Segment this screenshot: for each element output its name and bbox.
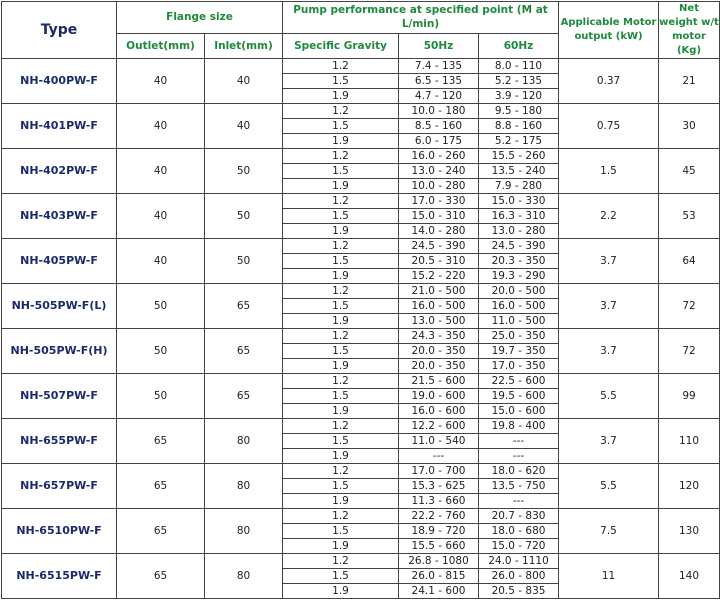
outlet-cell: 50 xyxy=(117,374,205,419)
hz60-cell: 5.2 - 175 xyxy=(479,134,559,149)
hz50-cell: 22.2 - 760 xyxy=(399,509,479,524)
table-row xyxy=(2,464,720,479)
hz50-cell: 21.0 - 500 xyxy=(399,284,479,299)
model-cell: NH-6510PW-F xyxy=(2,509,117,554)
specific-gravity-cell: 1.2 xyxy=(283,374,399,389)
specific-gravity-cell: 1.2 xyxy=(283,464,399,479)
inlet-cell: 40 xyxy=(205,104,283,149)
hz50-cell: 18.9 - 720 xyxy=(399,524,479,539)
hz50-cell: 13.0 - 240 xyxy=(399,164,479,179)
model-cell: NH-507PW-F xyxy=(2,374,117,419)
motor-output-cell: 1.5 xyxy=(559,149,659,194)
hz50-header: 50Hz xyxy=(399,33,479,58)
model-cell: NH-402PW-F xyxy=(2,149,117,194)
specific-gravity-cell: 1.5 xyxy=(283,209,399,224)
hz60-cell: 8.0 - 110 xyxy=(479,59,559,74)
specific-gravity-cell: 1.5 xyxy=(283,389,399,404)
specific-gravity-cell: 1.2 xyxy=(283,239,399,254)
hz50-cell: 13.0 - 500 xyxy=(399,314,479,329)
hz60-cell: 5.2 - 135 xyxy=(479,74,559,89)
motor-output-cell: 0.37 xyxy=(559,59,659,104)
model-cell: NH-6515PW-F xyxy=(2,554,117,599)
specific-gravity-cell: 1.9 xyxy=(283,224,399,239)
outlet-cell: 65 xyxy=(117,464,205,509)
hz60-cell: 20.3 - 350 xyxy=(479,254,559,269)
model-cell: NH-657PW-F xyxy=(2,464,117,509)
hz60-cell: 26.0 - 800 xyxy=(479,569,559,584)
inlet-cell: 65 xyxy=(205,284,283,329)
model-cell: NH-400PW-F xyxy=(2,59,117,104)
hz50-cell: 15.0 - 310 xyxy=(399,209,479,224)
hz60-cell: 13.5 - 240 xyxy=(479,164,559,179)
pump-performance-header: Pump performance at specified point (M at L/min) xyxy=(283,2,559,34)
specific-gravity-cell: 1.5 xyxy=(283,119,399,134)
hz60-cell: 19.3 - 290 xyxy=(479,269,559,284)
hz60-cell: 3.9 - 120 xyxy=(479,89,559,104)
outlet-cell: 65 xyxy=(117,554,205,599)
hz50-cell: 19.0 - 600 xyxy=(399,389,479,404)
specific-gravity-cell: 1.5 xyxy=(283,299,399,314)
motor-output-cell: 3.7 xyxy=(559,419,659,464)
hz60-cell: 20.5 - 835 xyxy=(479,584,559,599)
inlet-cell: 80 xyxy=(205,464,283,509)
outlet-cell: 50 xyxy=(117,284,205,329)
net-weight-cell: 64 xyxy=(659,239,720,284)
outlet-header: Outlet(mm) xyxy=(117,33,205,58)
hz50-cell: 7.4 - 135 xyxy=(399,59,479,74)
net-weight-cell: 110 xyxy=(659,419,720,464)
hz60-cell: 20.7 - 830 xyxy=(479,509,559,524)
hz60-cell: 15.5 - 260 xyxy=(479,149,559,164)
hz60-header: 60Hz xyxy=(479,33,559,58)
specific-gravity-cell: 1.9 xyxy=(283,449,399,464)
motor-output-cell: 2.2 xyxy=(559,194,659,239)
specific-gravity-cell: 1.5 xyxy=(283,344,399,359)
hz60-cell: 17.0 - 350 xyxy=(479,359,559,374)
hz60-cell: 20.0 - 500 xyxy=(479,284,559,299)
hz50-cell: 20.0 - 350 xyxy=(399,359,479,374)
specific-gravity-cell: 1.2 xyxy=(283,194,399,209)
table-row xyxy=(2,59,720,74)
hz60-cell: 9.5 - 180 xyxy=(479,104,559,119)
specific-gravity-cell: 1.5 xyxy=(283,254,399,269)
hz60-cell: 8.8 - 160 xyxy=(479,119,559,134)
header-row-1 xyxy=(2,2,720,34)
net-weight-cell: 21 xyxy=(659,59,720,104)
inlet-cell: 65 xyxy=(205,374,283,419)
model-cell: NH-505PW-F(L) xyxy=(2,284,117,329)
specific-gravity-cell: 1.5 xyxy=(283,479,399,494)
table-row xyxy=(2,509,720,524)
inlet-cell: 50 xyxy=(205,194,283,239)
hz50-cell: 24.1 - 600 xyxy=(399,584,479,599)
inlet-cell: 80 xyxy=(205,419,283,464)
specific-gravity-cell: 1.2 xyxy=(283,329,399,344)
hz50-cell: 16.0 - 600 xyxy=(399,404,479,419)
specific-gravity-cell: 1.5 xyxy=(283,569,399,584)
hz60-cell: 15.0 - 330 xyxy=(479,194,559,209)
net-weight-cell: 140 xyxy=(659,554,720,599)
hz50-cell: 24.5 - 390 xyxy=(399,239,479,254)
specific-gravity-cell: 1.9 xyxy=(283,404,399,419)
hz50-cell: 4.7 - 120 xyxy=(399,89,479,104)
hz50-cell: --- xyxy=(399,449,479,464)
specific-gravity-cell: 1.9 xyxy=(283,179,399,194)
model-cell: NH-405PW-F xyxy=(2,239,117,284)
motor-output-cell: 3.7 xyxy=(559,284,659,329)
inlet-cell: 80 xyxy=(205,509,283,554)
hz60-cell: 18.0 - 620 xyxy=(479,464,559,479)
specific-gravity-cell: 1.2 xyxy=(283,419,399,434)
specific-gravity-cell: 1.2 xyxy=(283,104,399,119)
table-row xyxy=(2,329,720,344)
table-row xyxy=(2,239,720,254)
inlet-cell: 65 xyxy=(205,329,283,374)
specific-gravity-cell: 1.9 xyxy=(283,539,399,554)
net-weight-cell: 99 xyxy=(659,374,720,419)
hz50-cell: 17.0 - 700 xyxy=(399,464,479,479)
outlet-cell: 50 xyxy=(117,329,205,374)
motor-output-header: Applicable Motor output (kW) xyxy=(559,2,659,59)
hz60-cell: 15.0 - 720 xyxy=(479,539,559,554)
table-row xyxy=(2,554,720,569)
outlet-cell: 40 xyxy=(117,194,205,239)
specific-gravity-cell: 1.5 xyxy=(283,164,399,179)
outlet-cell: 40 xyxy=(117,104,205,149)
table-row xyxy=(2,104,720,119)
hz50-cell: 20.0 - 350 xyxy=(399,344,479,359)
inlet-cell: 50 xyxy=(205,149,283,194)
net-weight-cell: 30 xyxy=(659,104,720,149)
specific-gravity-cell: 1.5 xyxy=(283,524,399,539)
net-weight-cell: 45 xyxy=(659,149,720,194)
motor-output-cell: 3.7 xyxy=(559,329,659,374)
hz60-cell: 24.0 - 1110 xyxy=(479,554,559,569)
hz60-cell: 7.9 - 280 xyxy=(479,179,559,194)
hz60-cell: 13.0 - 280 xyxy=(479,224,559,239)
hz50-cell: 12.2 - 600 xyxy=(399,419,479,434)
specific-gravity-cell: 1.2 xyxy=(283,509,399,524)
model-cell: NH-403PW-F xyxy=(2,194,117,239)
table-row xyxy=(2,149,720,164)
type-header: Type xyxy=(2,2,117,59)
net-weight-cell: 72 xyxy=(659,329,720,374)
hz50-cell: 15.3 - 625 xyxy=(399,479,479,494)
hz60-cell: 16.3 - 310 xyxy=(479,209,559,224)
hz50-cell: 21.5 - 600 xyxy=(399,374,479,389)
inlet-cell: 50 xyxy=(205,239,283,284)
specific-gravity-cell: 1.9 xyxy=(283,584,399,599)
hz50-cell: 15.2 - 220 xyxy=(399,269,479,284)
hz60-cell: 25.0 - 350 xyxy=(479,329,559,344)
pump-spec-table xyxy=(1,1,720,599)
hz60-cell: 16.0 - 500 xyxy=(479,299,559,314)
motor-output-cell: 7.5 xyxy=(559,509,659,554)
hz50-cell: 11.0 - 540 xyxy=(399,434,479,449)
hz50-cell: 6.5 - 135 xyxy=(399,74,479,89)
table-row xyxy=(2,374,720,389)
hz60-cell: 15.0 - 600 xyxy=(479,404,559,419)
table-row xyxy=(2,419,720,434)
model-cell: NH-505PW-F(H) xyxy=(2,329,117,374)
flange-size-header: Flange size xyxy=(117,2,283,34)
inlet-cell: 40 xyxy=(205,59,283,104)
specific-gravity-cell: 1.2 xyxy=(283,59,399,74)
outlet-cell: 40 xyxy=(117,239,205,284)
hz60-cell: 13.5 - 750 xyxy=(479,479,559,494)
net-weight-cell: 53 xyxy=(659,194,720,239)
outlet-cell: 65 xyxy=(117,419,205,464)
inlet-header: Inlet(mm) xyxy=(205,33,283,58)
outlet-cell: 65 xyxy=(117,509,205,554)
hz60-cell: 19.8 - 400 xyxy=(479,419,559,434)
specific-gravity-cell: 1.2 xyxy=(283,554,399,569)
model-cell: NH-655PW-F xyxy=(2,419,117,464)
motor-output-cell: 0.75 xyxy=(559,104,659,149)
hz50-cell: 20.5 - 310 xyxy=(399,254,479,269)
hz60-cell: 22.5 - 600 xyxy=(479,374,559,389)
hz50-cell: 10.0 - 280 xyxy=(399,179,479,194)
specific-gravity-cell: 1.2 xyxy=(283,149,399,164)
table-row xyxy=(2,194,720,209)
specific-gravity-cell: 1.9 xyxy=(283,314,399,329)
motor-output-cell: 5.5 xyxy=(559,374,659,419)
hz50-cell: 16.0 - 500 xyxy=(399,299,479,314)
motor-output-cell: 3.7 xyxy=(559,239,659,284)
hz50-cell: 24.3 - 350 xyxy=(399,329,479,344)
hz50-cell: 10.0 - 180 xyxy=(399,104,479,119)
hz50-cell: 26.0 - 815 xyxy=(399,569,479,584)
hz60-cell: --- xyxy=(479,494,559,509)
hz60-cell: --- xyxy=(479,449,559,464)
hz50-cell: 14.0 - 280 xyxy=(399,224,479,239)
specific-gravity-cell: 1.9 xyxy=(283,89,399,104)
motor-output-cell: 5.5 xyxy=(559,464,659,509)
model-cell: NH-401PW-F xyxy=(2,104,117,149)
table-body xyxy=(2,59,720,599)
net-weight-cell: 120 xyxy=(659,464,720,509)
hz50-cell: 11.3 - 660 xyxy=(399,494,479,509)
outlet-cell: 40 xyxy=(117,59,205,104)
specific-gravity-header: Specific Gravity xyxy=(283,33,399,58)
hz50-cell: 26.8 - 1080 xyxy=(399,554,479,569)
hz50-cell: 17.0 - 330 xyxy=(399,194,479,209)
hz60-cell: --- xyxy=(479,434,559,449)
hz60-cell: 24.5 - 390 xyxy=(479,239,559,254)
hz50-cell: 6.0 - 175 xyxy=(399,134,479,149)
hz50-cell: 15.5 - 660 xyxy=(399,539,479,554)
motor-output-cell: 11 xyxy=(559,554,659,599)
specific-gravity-cell: 1.9 xyxy=(283,359,399,374)
hz50-cell: 8.5 - 160 xyxy=(399,119,479,134)
net-weight-cell: 72 xyxy=(659,284,720,329)
specific-gravity-cell: 1.9 xyxy=(283,269,399,284)
specific-gravity-cell: 1.9 xyxy=(283,494,399,509)
hz60-cell: 19.7 - 350 xyxy=(479,344,559,359)
hz50-cell: 16.0 - 260 xyxy=(399,149,479,164)
hz60-cell: 18.0 - 680 xyxy=(479,524,559,539)
table-row xyxy=(2,284,720,299)
outlet-cell: 40 xyxy=(117,149,205,194)
net-weight-header: Net weight w/t motor (Kg) xyxy=(659,2,720,59)
specific-gravity-cell: 1.5 xyxy=(283,434,399,449)
specific-gravity-cell: 1.9 xyxy=(283,134,399,149)
inlet-cell: 80 xyxy=(205,554,283,599)
specific-gravity-cell: 1.5 xyxy=(283,74,399,89)
net-weight-cell: 130 xyxy=(659,509,720,554)
specific-gravity-cell: 1.2 xyxy=(283,284,399,299)
hz60-cell: 19.5 - 600 xyxy=(479,389,559,404)
hz60-cell: 11.0 - 500 xyxy=(479,314,559,329)
